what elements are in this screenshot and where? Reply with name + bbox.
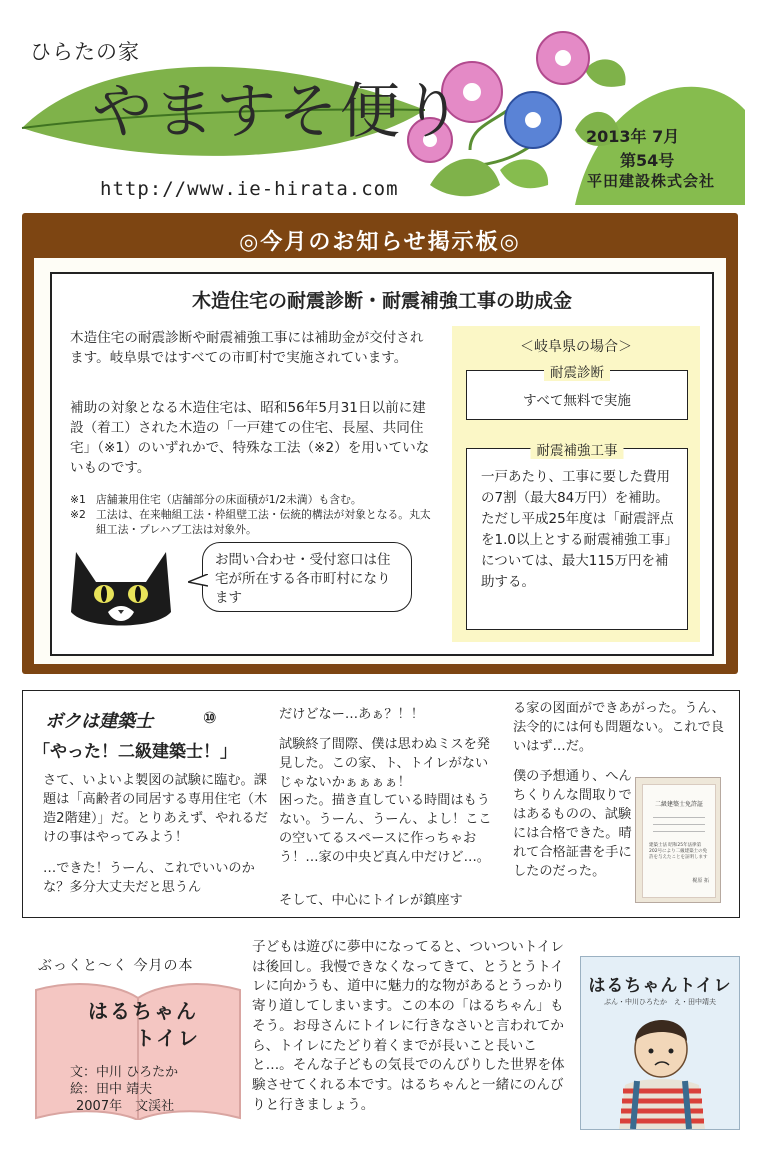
subsidy-paragraph-2: 補助の対象となる木造住宅は、昭和56年5月31日以前に建設（着工）された木造の「一戸建ての住宅、長屋、共同住宅」（※1）のいずれかで、特殊な工法（※2）を用いていないものです。 [70, 400, 430, 476]
story-col1-para2: …できた！うーん、これでいいのかな？多分大丈夫だと思うん [43, 861, 255, 895]
vine-leaf [585, 59, 626, 87]
issue-date: 2013年 7月 [586, 127, 680, 146]
story-col2-para3: 困った。描き直している時間はもうない。うーん、うーん、よし！ここの空いてるスペースに作っちゃおう！…家の中央ど真ん中だけど…。 [279, 793, 492, 865]
diagnosis-label: 耐震診断 [544, 361, 610, 381]
story-title: ボクは建築士 [45, 711, 153, 732]
subsidy-box [50, 272, 714, 656]
book-title-line2: トイレ [135, 1026, 200, 1050]
subsidy-title: 木造住宅の耐震診断・耐震補強工事の助成金 [191, 290, 572, 312]
gifu-panel [452, 326, 700, 642]
book-illustrator: 絵：田中 靖夫 [70, 1082, 153, 1097]
vine-leaf [500, 159, 548, 188]
book-cover-credit: ぶん・中川ひろたか え・田中靖夫 [604, 998, 716, 1006]
story-section [22, 690, 740, 918]
flower-pink-2 [537, 32, 589, 84]
footnotes [70, 492, 440, 537]
reinforce-label: 耐震補強工事 [531, 439, 624, 459]
book-author: 文：中川 ひろたか [70, 1065, 179, 1080]
footnote-1 [70, 492, 440, 507]
story-col2-para1: だけどなー…あぁ？！！ [279, 707, 424, 722]
newsletter-title: やますそ便り [92, 77, 464, 147]
diagnosis-text: すべて無料で実施 [523, 393, 631, 409]
footnote-mark: ※2 [70, 508, 86, 521]
company-name: 平田建設株式会社 [587, 172, 716, 190]
bulletin-title: ◎今月のお知らせ掲示板◎ [239, 230, 521, 255]
bulletin-paper [34, 258, 726, 664]
story-col2-para4: そして、中心にトイレが鎮座す [279, 893, 463, 908]
story-col2-para2: 試験終了間際、僕は思わぬミスを発見した。この家、ト、トイレがないじゃないかぁぁぁぁ！ [279, 737, 490, 790]
subsidy-paragraph-1: 木造住宅の耐震診断や耐震補強工事には補助金が交付されます。岐阜県ではすべての市町村で実施されています。 [70, 330, 424, 366]
diagnosis-box [466, 365, 688, 420]
bubble-tail [188, 574, 208, 588]
book-review: 子どもは遊びに夢中になってると、ついついトイレは後回し。我慢できなくなってきて、とうとうトイレに向かうも、道中に魅力的な物があるとうっかり寄り道してしまいます。この本の「はるちゃん」もそう。お母さんにトイレに行きなさいと言われてから、トイレにたどり着くまでが長いこと長いこと…。そんな子どもの気長でのんびりした世界を体験させてくれる本です。はるちゃんと一緒にのんびりと行きましょう。 [252, 939, 565, 1113]
bulletin-board [22, 213, 738, 674]
footnote-text: 工法は、在来軸組工法・枠組壁工法・伝統的構法が対象となる。丸太組工法・プレハブ工法は対象外。 [96, 508, 431, 536]
story-col3-para2: 僕の予想通り、へんちくりんな間取りではあるものの、試験には合格できた。晴れて合格証書を手にしたのだった。 [513, 769, 632, 879]
certificate-body: 建築士法 昭和25年法律第202号により二級建築士の免許を与えたことを証明します [649, 843, 708, 860]
website-url[interactable]: http://www.ie-hirata.com [100, 178, 399, 200]
reinforce-box [466, 443, 688, 630]
book-year-publisher: 2007年 文渓社 [76, 1099, 175, 1114]
certificate-title: 二級建築士免許証 [654, 801, 703, 808]
book-credits [70, 1064, 178, 1115]
footnote-text: 店舗兼用住宅（店舗部分の床面積が1/2未満）も含む。 [96, 493, 362, 506]
gifu-heading: ＜岐阜県の場合＞ [520, 339, 632, 355]
book-cover-title: はるちゃんトイレ [588, 976, 732, 996]
book-title-line1: はるちゃん [88, 999, 198, 1023]
reinforce-text: 一戸あたり、工事に要した費用の7割（最大84万円）を補助。ただし平成25年度は「耐震評点を1.0以上とする耐震補強工事」については、最大115万円を補助する。 [481, 469, 674, 590]
flower-blue [505, 92, 561, 148]
book-cover [580, 956, 740, 1130]
certificate-signer: 梶原 拓 [692, 878, 709, 884]
issue-number: 第54号 [620, 151, 675, 170]
book-corner-title: ぶっくと〜く 今月の本 [38, 958, 194, 974]
newsletter-subtitle: ひらたの家 [30, 40, 140, 64]
story-subtitle: 「やった！二級建築士！」 [33, 742, 237, 762]
footnote-mark: ※1 [70, 493, 86, 506]
book-cover-illustration [581, 1007, 739, 1129]
contact-bubble: お問い合わせ・受付窓口は住宅が所在する各市町村になります [202, 542, 412, 612]
certificate-lines [653, 813, 705, 835]
cat-icon [66, 532, 176, 632]
story-number: ⑩ [203, 708, 217, 727]
certificate-image [635, 777, 721, 903]
story-col3-para1: る家の図面ができあがった。うん、法令的には何も問題ない。これで良いはず…だ。 [513, 701, 725, 754]
story-col1-para1: さて、いよいよ製図の試験に臨む。課題は「高齢者の同居する専用住宅（木造2階建）」だ。とりあえず、やれるだけの事はやってみよう！ [43, 773, 268, 845]
